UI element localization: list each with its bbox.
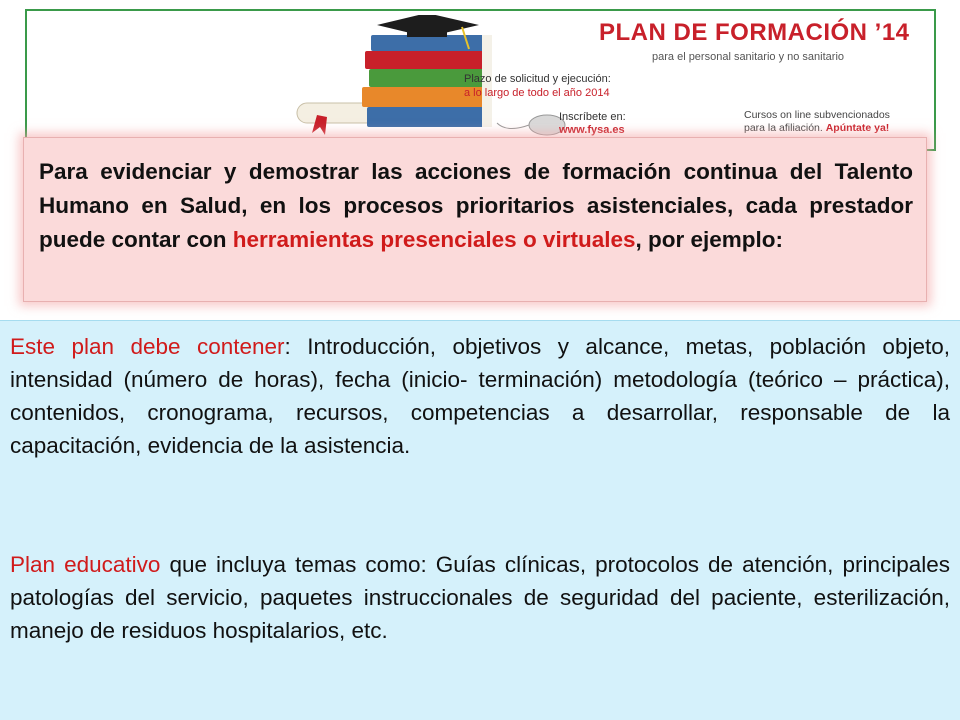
plazo-value: a lo largo de todo el año 2014 bbox=[464, 87, 610, 99]
content-box bbox=[0, 320, 960, 720]
banner-subtitle: para el personal sanitario y no sanitario bbox=[652, 51, 845, 63]
intro-text-before: Para evidenciar y demostrar las acciones de formación continua del Talento Humano en Salud, en los procesos prioritarios asistenciales, cada prestador puede contar con bbox=[39, 159, 913, 252]
plan-educativo-body: que incluya temas como: Guías clínicas, protocolos de atención, principales patologías del servicio, paquetes instruccionales de seguridad del paciente, esterilización, manejo de residuos hospitalarios, etc. bbox=[10, 552, 950, 643]
cursos-line-2 bbox=[744, 122, 890, 135]
inscribete-label: Inscríbete en: bbox=[559, 111, 626, 123]
plan-content-body: : Introducción, objetivos y alcance, metas, población objeto, intensidad (número de horas), fecha (inicio- terminación) metodología (teórico – práctica), contenidos, cronograma, recursos, competencias a desarrollar, responsable de la capacitación, evidencia de la asistencia. bbox=[10, 334, 950, 458]
plan-content-paragraph bbox=[10, 330, 950, 462]
banner-title: PLAN DE FORMACIÓN ’14 bbox=[599, 19, 910, 46]
plan-educativo-lead: Plan educativo bbox=[10, 552, 161, 577]
plan-educativo-paragraph bbox=[10, 548, 950, 647]
cursos-cta: Apúntate ya! bbox=[825, 122, 890, 134]
cursos-line-1: Cursos on line subvencionados bbox=[744, 109, 890, 121]
cursos-line-2-text: para la afiliación. bbox=[744, 122, 823, 134]
plan-content-lead: Este plan debe contener bbox=[10, 334, 285, 359]
intro-text-after: , por ejemplo: bbox=[635, 227, 784, 252]
banner-image bbox=[25, 9, 936, 151]
intro-highlight: herramientas presenciales o virtuales bbox=[232, 227, 636, 252]
plazo-label: Plazo de solicitud y ejecución: bbox=[464, 73, 611, 85]
intro-text bbox=[39, 155, 913, 257]
intro-box bbox=[23, 137, 927, 302]
inscribete-url: www.fysa.es bbox=[559, 124, 625, 136]
cursos-text bbox=[744, 109, 890, 135]
